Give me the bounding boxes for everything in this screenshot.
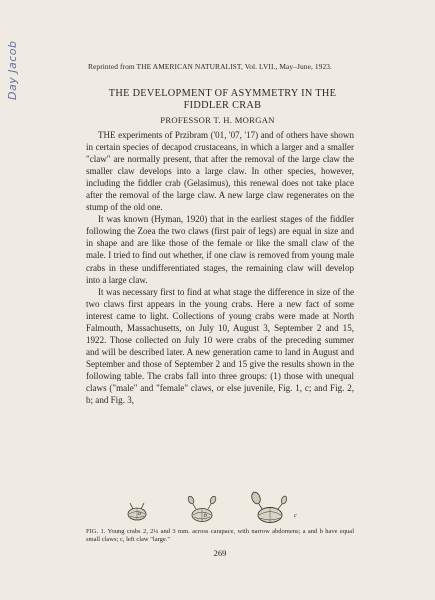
figure-caption: FIG. 1. Young crabs 2, 2¼ and 3 mm. across carapace, with narrow abdomens; a and b have equal small claws; c, left claw "large." xyxy=(86,528,354,544)
reprint-header: Reprinted from THE AMERICAN NATURALIST, Vol. LVII., May–June, 1923. xyxy=(87,62,332,71)
article-body xyxy=(86,129,354,406)
paragraph-3: It was necessary first to find at what stage the difference in size of the two claws first appears in the young crabs. Here a new fact of some interest came to light. Collections of young crabs were made at North Falmouth, Massachusetts, on July 10, August 3, September 2 and 15, 1922. Those collected on July 10 were crabs of the preceding summer and will be described later. A new generation came to land in August and September and those of September 2 and 15 give the results shown in the following table. The crabs fall into three groups: (1) those with unequal claws ("male" and "female" claws, or else juvenile, Fig. 1, c; and Fig. 2, b; and Fig. 3, xyxy=(86,286,354,406)
title-line-1: THE DEVELOPMENT OF ASYMMETRY IN THE xyxy=(108,88,337,99)
crab-c-figure xyxy=(246,491,294,525)
crab-b-figure xyxy=(182,494,222,524)
figure-1 xyxy=(108,497,318,525)
figure-label-b: b xyxy=(204,513,207,519)
figure-label-a: a xyxy=(138,511,141,517)
page-number: 269 xyxy=(213,548,227,558)
article-title xyxy=(80,88,365,112)
author-line: PROFESSOR T. H. MORGAN xyxy=(160,115,275,125)
paragraph-1: THE experiments of Przibram ('01, '07, '17) and of others have shown in certain species of decapod crustaceans, in which a larger and a smaller "claw" are normally present, that after the removal of the large claw the smaller claw develops into a large claw. In other species, however, including the fiddler crab (Gelasimus), this renewal does not take place after the removal of the large claw. A new large claw regenerates on the stump of the old one. xyxy=(86,130,354,213)
figure-label-c: c xyxy=(294,513,297,519)
handwritten-annotation: Day Jacob xyxy=(6,40,19,100)
paragraph-2: It was known (Hyman, 1920) that in the earliest stages of the fiddler following the Zoea the two claws (first pair of legs) are equal in size and in shape and are like those of the female or like the small claw of the male. I tried to find out whether, if one claw is removed from young male crabs in these undifferentiated stages, the remaining claw will develop into a large claw. xyxy=(86,214,354,285)
title-line-2: FIDDLER CRAB xyxy=(183,100,262,111)
crab-a-figure xyxy=(120,497,154,523)
